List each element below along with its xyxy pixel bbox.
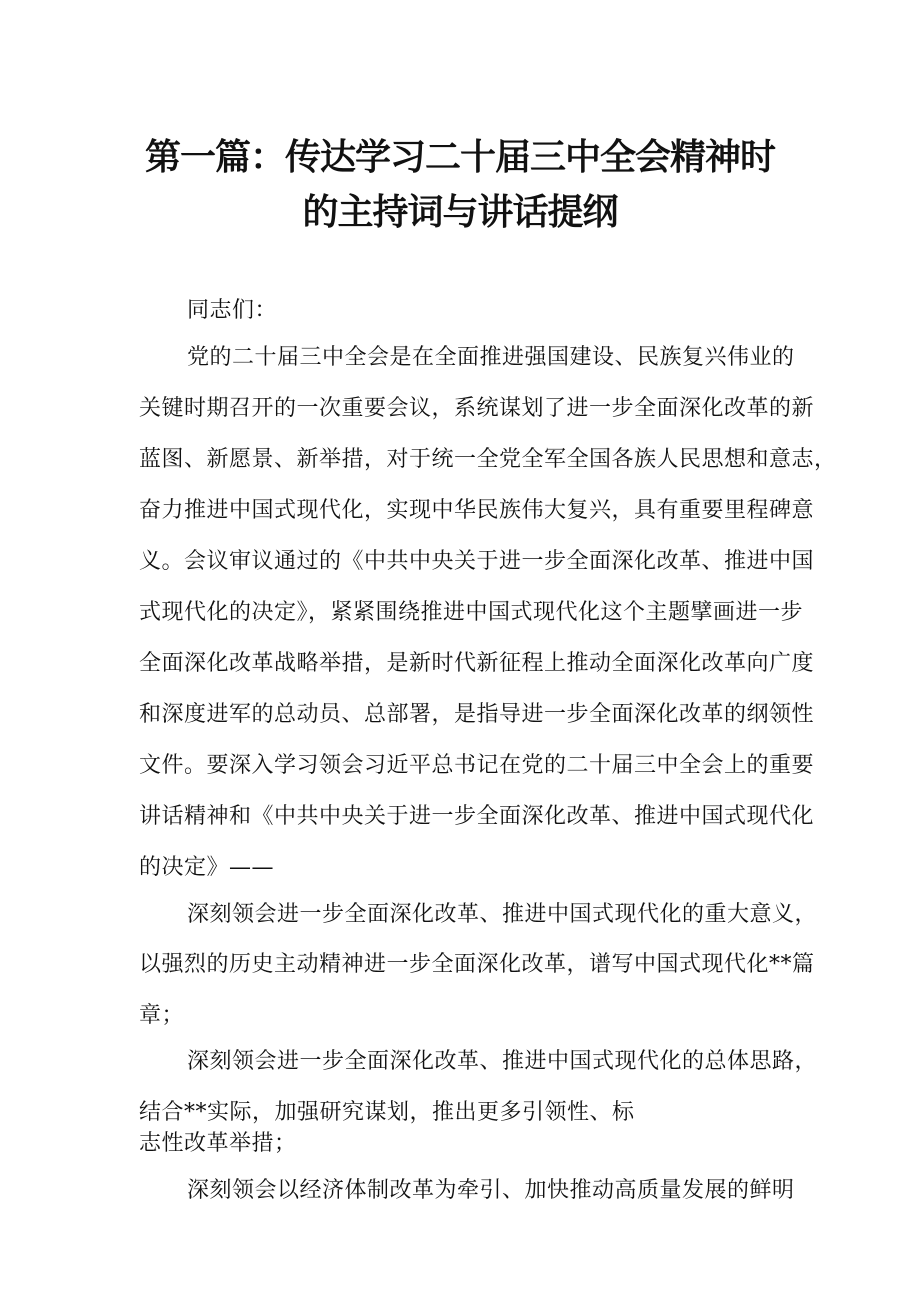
paragraph-1-line-7: 全面深化改革战略举措，是新时代新征程上推动全面深化改革向广度 bbox=[139, 651, 815, 676]
paragraph-1-line-2: 关键时期召开的一次重要会议，系统谋划了进一步全面深化改革的新 bbox=[139, 396, 815, 421]
paragraph-2-line-1: 深刻领会进一步全面深化改革、推进中国式现代化的重大意义， bbox=[187, 902, 818, 927]
paragraph-1-line-9: 文件。要深入学习领会习近平总书记在党的二十届三中全会上的重要 bbox=[139, 753, 815, 778]
paragraph-3-line-1: 深刻领会进一步全面深化改革、推进中国式现代化的总体思路， bbox=[187, 1049, 818, 1074]
document-title-line-1: 第一篇：传达学习二十届三中全会精神时 bbox=[144, 137, 775, 178]
paragraph-1-line-8: 和深度进军的总动员、总部署，是指导进一步全面深化改革的纲领性 bbox=[139, 702, 815, 727]
paragraph-4-line-1: 深刻领会以经济体制改革为牵引、加快推动高质量发展的鲜明 bbox=[187, 1178, 795, 1203]
salutation: 同志们： bbox=[187, 298, 278, 323]
paragraph-2-line-2: 以强烈的历史主动精神进一步全面深化改革，谱写中国式现代化**篇 bbox=[139, 952, 815, 977]
paragraph-3-line-2: 结合**实际，加强研究谋划，推出更多引领性、标 bbox=[139, 1100, 635, 1125]
paragraph-1-line-6: 式现代化的决定》，紧紧围绕推进中国式现代化这个主题擘画进一步 bbox=[139, 600, 804, 625]
paragraph-1-line-11: 的决定》—— bbox=[139, 855, 275, 880]
paragraph-1-line-5: 义。会议审议通过的《中共中央关于进一步全面深化改革、推进中国 bbox=[139, 549, 815, 574]
paragraph-1-line-4: 奋力推进中国式现代化，实现中华民族伟大复兴，具有重要里程碑意 bbox=[139, 498, 815, 523]
paragraph-2-line-3: 章； bbox=[139, 1003, 185, 1028]
paragraph-1-line-10: 讲话精神和《中共中央关于进一步全面深化改革、推进中国式现代化 bbox=[139, 804, 815, 829]
paragraph-3-line-3: 志性改革举措； bbox=[139, 1131, 297, 1156]
paragraph-1-line-1: 党的二十届三中全会是在全面推进强国建设、民族复兴伟业的 bbox=[187, 345, 795, 370]
paragraph-1-line-3: 蓝图、新愿景、新举措，对于统一全党全军全国各族人民思想和意志， bbox=[139, 447, 837, 472]
document-title-line-2: 的主持词与讲话提纲 bbox=[302, 192, 618, 233]
